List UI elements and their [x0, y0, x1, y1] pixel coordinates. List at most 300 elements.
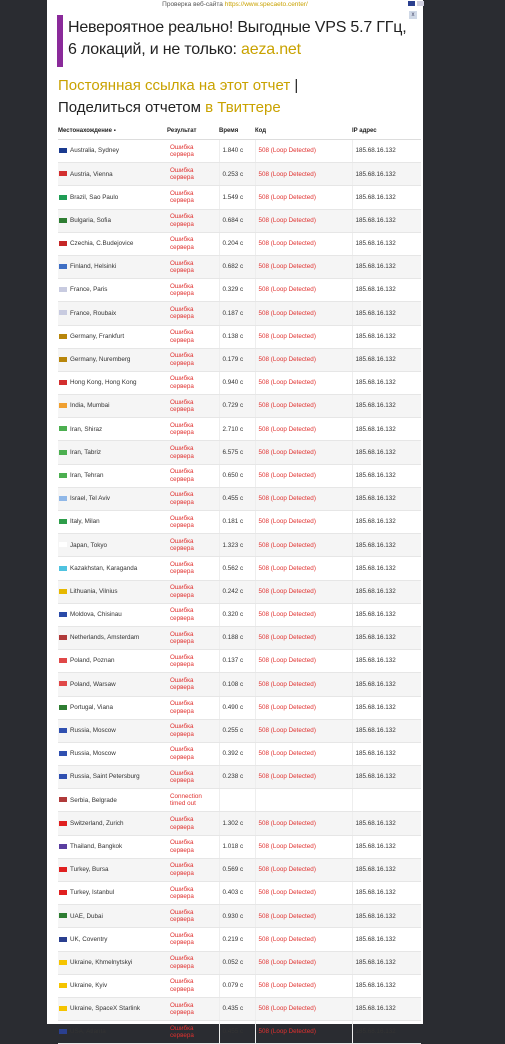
ip-cell: 185.68.16.132	[352, 140, 421, 163]
ip-cell: 185.68.16.132	[352, 1021, 421, 1044]
code-cell: 508 (Loop Detected)	[255, 812, 352, 835]
location-cell	[58, 626, 167, 649]
result-cell: Ошибка сервера	[167, 812, 219, 835]
ip-cell: 185.68.16.132	[352, 603, 421, 626]
permalink-separator: |	[290, 77, 299, 94]
time-cell: 0.079 с	[219, 974, 255, 997]
table-row	[58, 487, 421, 510]
time-cell: 1.549 с	[219, 186, 255, 209]
country-flag-icon	[59, 218, 67, 223]
country-flag-icon	[59, 241, 67, 246]
country-flag-icon	[59, 496, 67, 501]
result-cell: Ошибка сервера	[167, 487, 219, 510]
location-label: Netherlands, Amsterdam	[70, 634, 140, 642]
location-cell	[58, 511, 167, 534]
time-cell: 1.018 с	[219, 835, 255, 858]
ip-cell: 185.68.16.132	[352, 557, 421, 580]
location-label: USA, Atlanta	[70, 1028, 106, 1036]
location-label: Germany, Frankfurt	[70, 332, 125, 340]
header-code: Код	[255, 124, 352, 140]
time-cell: 1.323 с	[219, 534, 255, 557]
code-cell: 508 (Loop Detected)	[255, 511, 352, 534]
code-cell: 508 (Loop Detected)	[255, 626, 352, 649]
ip-cell: 185.68.16.132	[352, 232, 421, 255]
ip-cell: 185.68.16.132	[352, 997, 421, 1020]
location-label: Iran, Shiraz	[70, 425, 103, 433]
result-cell: Ошибка сервера	[167, 696, 219, 719]
ad-line-1: Невероятное реально! Выгодные VPS 5.7 ГГц,	[68, 19, 407, 36]
location-label: India, Mumbai	[70, 402, 110, 410]
time-cell: 0.242 с	[219, 580, 255, 603]
time-cell: 0.181 с	[219, 511, 255, 534]
table-row	[58, 997, 421, 1020]
code-cell: 508 (Loop Detected)	[255, 163, 352, 186]
time-cell: 0.179 с	[219, 348, 255, 371]
country-flag-icon	[59, 983, 67, 988]
country-flag-icon	[59, 403, 67, 408]
location-label: Poland, Poznan	[70, 657, 115, 665]
country-flag-icon	[59, 450, 67, 455]
time-cell	[219, 789, 255, 812]
country-flag-icon	[59, 334, 67, 339]
location-label: Serbia, Belgrade	[70, 796, 117, 804]
ip-cell: 185.68.16.132	[352, 673, 421, 696]
country-flag-icon	[59, 380, 67, 385]
country-flag-icon	[59, 589, 67, 594]
ip-cell: 185.68.16.132	[352, 395, 421, 418]
location-cell	[58, 395, 167, 418]
result-cell: Ошибка сервера	[167, 835, 219, 858]
result-cell: Ошибка сервера	[167, 557, 219, 580]
code-cell: 508 (Loop Detected)	[255, 951, 352, 974]
permalink-link[interactable]: Постоянная ссылка на этот отчет	[58, 77, 291, 94]
country-flag-icon	[59, 681, 67, 686]
country-flag-icon	[59, 171, 67, 176]
location-label: France, Roubaix	[70, 309, 117, 317]
location-cell	[58, 163, 167, 186]
code-cell: 508 (Loop Detected)	[255, 650, 352, 673]
location-label: Lithuania, Vilnius	[70, 587, 118, 595]
result-cell: Ошибка сервера	[167, 395, 219, 418]
result-cell: Ошибка сервера	[167, 140, 219, 163]
code-cell: 508 (Loop Detected)	[255, 487, 352, 510]
location-label: Australia, Sydney	[70, 147, 120, 155]
ip-cell: 185.68.16.132	[352, 812, 421, 835]
country-flag-icon	[59, 1006, 67, 1011]
result-cell: Ошибка сервера	[167, 858, 219, 881]
table-row	[58, 626, 421, 649]
ip-cell: 185.68.16.132	[352, 464, 421, 487]
table-row	[58, 232, 421, 255]
table-row	[58, 580, 421, 603]
location-cell	[58, 209, 167, 232]
country-flag-icon	[59, 357, 67, 362]
code-cell: 508 (Loop Detected)	[255, 464, 352, 487]
time-cell: 0.253 с	[219, 163, 255, 186]
time-cell: 0.930 с	[219, 905, 255, 928]
code-cell: 508 (Loop Detected)	[255, 209, 352, 232]
location-label: Russia, Saint Petersburg	[70, 773, 140, 781]
ip-cell: 185.68.16.132	[352, 511, 421, 534]
location-cell	[58, 673, 167, 696]
location-cell	[58, 557, 167, 580]
code-cell: 508 (Loop Detected)	[255, 858, 352, 881]
location-cell	[58, 534, 167, 557]
ip-cell: 185.68.16.132	[352, 882, 421, 905]
location-label: Poland, Warsaw	[70, 680, 116, 688]
code-cell: 508 (Loop Detected)	[255, 348, 352, 371]
table-row	[58, 882, 421, 905]
ip-cell: 185.68.16.132	[352, 626, 421, 649]
code-cell: 508 (Loop Detected)	[255, 696, 352, 719]
country-flag-icon	[59, 705, 67, 710]
code-cell: 508 (Loop Detected)	[255, 395, 352, 418]
table-row	[58, 696, 421, 719]
code-cell: 508 (Loop Detected)	[255, 673, 352, 696]
location-label: UAE, Dubai	[70, 912, 103, 920]
table-row	[58, 928, 421, 951]
ad-banner[interactable]	[57, 12, 417, 67]
ip-cell: 185.68.16.132	[352, 163, 421, 186]
country-flag-icon	[59, 1029, 67, 1034]
table-row	[58, 766, 421, 789]
table-row	[58, 719, 421, 742]
time-cell: 0.187 с	[219, 302, 255, 325]
time-cell: 0.392 с	[219, 742, 255, 765]
time-cell: 0.255 с	[219, 719, 255, 742]
time-cell: 1.302 с	[219, 812, 255, 835]
code-cell: 508 (Loop Detected)	[255, 974, 352, 997]
code-cell: 508 (Loop Detected)	[255, 371, 352, 394]
ad-line-2: 6 локаций, и не только: aeza.net	[68, 41, 301, 58]
country-flag-icon	[59, 937, 67, 942]
time-cell: 0.455 с	[219, 487, 255, 510]
result-cell: Ошибка сервера	[167, 186, 219, 209]
result-cell: Ошибка сервера	[167, 905, 219, 928]
table-row	[58, 418, 421, 441]
location-cell	[58, 441, 167, 464]
country-flag-icon	[59, 542, 67, 547]
ip-cell: 185.68.16.132	[352, 279, 421, 302]
time-cell: 0.569 с	[219, 858, 255, 881]
location-label: Russia, Moscow	[70, 727, 116, 735]
location-label: Moldova, Chisinau	[70, 611, 122, 619]
code-cell: 508 (Loop Detected)	[255, 279, 352, 302]
time-cell: 0.940 с	[219, 371, 255, 394]
ad-close-icon[interactable]: x	[409, 11, 417, 19]
location-label: Russia, Moscow	[70, 750, 116, 758]
ad-link[interactable]: aeza.net	[241, 41, 301, 58]
result-cell: Ошибка сервера	[167, 673, 219, 696]
time-cell: 0.138 с	[219, 325, 255, 348]
country-flag-icon	[59, 287, 67, 292]
top-bar	[47, 0, 423, 9]
time-cell: 6.575 с	[219, 441, 255, 464]
code-cell	[255, 789, 352, 812]
table-row	[58, 835, 421, 858]
location-cell	[58, 974, 167, 997]
location-cell	[58, 905, 167, 928]
table-row	[58, 464, 421, 487]
ip-cell: 185.68.16.132	[352, 209, 421, 232]
location-cell	[58, 951, 167, 974]
result-cell: Ошибка сервера	[167, 580, 219, 603]
time-cell: 0.137 с	[219, 650, 255, 673]
time-cell: 2.710 с	[219, 418, 255, 441]
top-bar-title: Проверка веб-сайта	[162, 1, 223, 8]
code-cell: 508 (Loop Detected)	[255, 882, 352, 905]
result-cell: Ошибка сервера	[167, 511, 219, 534]
code-cell: 508 (Loop Detected)	[255, 835, 352, 858]
location-label: Turkey, Bursa	[70, 866, 109, 874]
time-cell: 0.562 с	[219, 557, 255, 580]
ip-cell: 185.68.16.132	[352, 325, 421, 348]
country-flag-icon	[59, 658, 67, 663]
table-row	[58, 905, 421, 928]
code-cell: 508 (Loop Detected)	[255, 534, 352, 557]
location-label: Italy, Milan	[70, 518, 100, 526]
time-cell: 0.188 с	[219, 626, 255, 649]
location-cell	[58, 418, 167, 441]
code-cell: 508 (Loop Detected)	[255, 186, 352, 209]
ip-cell: 185.68.16.132	[352, 487, 421, 510]
time-cell: 0.435 с	[219, 997, 255, 1020]
result-cell: Ошибка сервера	[167, 209, 219, 232]
location-cell	[58, 348, 167, 371]
code-cell: 508 (Loop Detected)	[255, 557, 352, 580]
country-flag-icon	[59, 844, 67, 849]
time-cell: 0.238 с	[219, 766, 255, 789]
table-row	[58, 255, 421, 278]
location-label: Turkey, Istanbul	[70, 889, 115, 897]
ip-cell: 185.68.16.132	[352, 302, 421, 325]
result-cell: Ошибка сервера	[167, 325, 219, 348]
table-row	[58, 186, 421, 209]
table-row	[58, 742, 421, 765]
ip-cell: 185.68.16.132	[352, 650, 421, 673]
time-cell: 0.320 с	[219, 603, 255, 626]
location-cell	[58, 766, 167, 789]
result-cell: Ошибка сервера	[167, 742, 219, 765]
location-cell	[58, 255, 167, 278]
location-label: Czechia, C.Budejovice	[70, 240, 134, 248]
location-cell	[58, 603, 167, 626]
location-cell	[58, 858, 167, 881]
location-label: Kazakhstan, Karaganda	[70, 564, 138, 572]
result-cell: Ошибка сервера	[167, 464, 219, 487]
table-row	[58, 511, 421, 534]
country-flag-icon	[59, 519, 67, 524]
code-cell: 508 (Loop Detected)	[255, 441, 352, 464]
location-label: Finland, Helsinki	[70, 263, 117, 271]
ip-cell: 185.68.16.132	[352, 858, 421, 881]
table-row	[58, 650, 421, 673]
location-label: Iran, Tabriz	[70, 448, 102, 456]
ip-cell: 185.68.16.132	[352, 255, 421, 278]
country-flag-icon	[59, 751, 67, 756]
header-time: Время	[219, 124, 255, 140]
country-flag-icon	[59, 426, 67, 431]
location-cell	[58, 812, 167, 835]
header-result: Результат	[167, 124, 219, 140]
result-cell: Ошибка сервера	[167, 928, 219, 951]
country-flag-icon	[59, 473, 67, 478]
table-row	[58, 395, 421, 418]
ip-cell: 185.68.16.132	[352, 441, 421, 464]
result-cell: Ошибка сервера	[167, 766, 219, 789]
time-cell: 0.052 с	[219, 951, 255, 974]
location-label: Israel, Tel Aviv	[70, 495, 111, 503]
code-cell: 508 (Loop Detected)	[255, 255, 352, 278]
result-cell: Ошибка сервера	[167, 232, 219, 255]
country-flag-icon	[59, 890, 67, 895]
code-cell: 508 (Loop Detected)	[255, 1021, 352, 1044]
country-flag-icon	[59, 797, 67, 802]
header-location[interactable]: Местонахождение ▪	[58, 124, 167, 140]
code-cell: 508 (Loop Detected)	[255, 603, 352, 626]
ip-cell: 185.68.16.132	[352, 696, 421, 719]
result-cell: Ошибка сервера	[167, 882, 219, 905]
location-label: Germany, Nuremberg	[70, 356, 131, 364]
time-cell: 0.650 с	[219, 464, 255, 487]
result-cell: Ошибка сервера	[167, 255, 219, 278]
ip-cell: 185.68.16.132	[352, 951, 421, 974]
table-row	[58, 279, 421, 302]
result-cell: Ошибка сервера	[167, 719, 219, 742]
location-cell	[58, 325, 167, 348]
ip-cell: 185.68.16.132	[352, 835, 421, 858]
result-cell: Ошибка сервера	[167, 626, 219, 649]
location-label: Iran, Tehran	[70, 471, 104, 479]
table-row	[58, 140, 421, 163]
result-cell: Ошибка сервера	[167, 441, 219, 464]
location-label: Brazil, Sao Paulo	[70, 193, 119, 201]
code-cell: 508 (Loop Detected)	[255, 580, 352, 603]
code-cell: 508 (Loop Detected)	[255, 997, 352, 1020]
permalink-block	[58, 75, 423, 119]
table-row	[58, 441, 421, 464]
table-row	[58, 812, 421, 835]
table-row	[58, 603, 421, 626]
location-label: Ukraine, Khmelnytskyi	[70, 958, 133, 966]
country-flag-icon	[59, 566, 67, 571]
location-cell	[58, 140, 167, 163]
result-cell: Ошибка сервера	[167, 997, 219, 1020]
ip-cell: 185.68.16.132	[352, 974, 421, 997]
time-cell: 1.840 с	[219, 140, 255, 163]
ip-cell	[352, 789, 421, 812]
table-row	[58, 302, 421, 325]
table-row	[58, 974, 421, 997]
result-cell: Ошибка сервера	[167, 534, 219, 557]
location-cell	[58, 835, 167, 858]
country-flag-icon	[59, 310, 67, 315]
ip-cell: 185.68.16.132	[352, 766, 421, 789]
location-label: Austria, Vienna	[70, 170, 113, 178]
code-cell: 508 (Loop Detected)	[255, 232, 352, 255]
location-label: Japan, Tokyo	[70, 541, 107, 549]
time-cell: 0.108 с	[219, 673, 255, 696]
result-cell: Ошибка сервера	[167, 650, 219, 673]
location-cell	[58, 186, 167, 209]
code-cell: 508 (Loop Detected)	[255, 928, 352, 951]
time-cell: 0.219 с	[219, 928, 255, 951]
time-cell: 0.729 с	[219, 395, 255, 418]
table-row	[58, 209, 421, 232]
ip-cell: 185.68.16.132	[352, 348, 421, 371]
results-table	[58, 124, 421, 1044]
table-row	[58, 951, 421, 974]
location-label: Bulgaria, Sofia	[70, 216, 111, 224]
location-cell	[58, 580, 167, 603]
location-cell	[58, 882, 167, 905]
code-cell: 508 (Loop Detected)	[255, 766, 352, 789]
location-label: Switzerland, Zurich	[70, 819, 124, 827]
location-cell	[58, 279, 167, 302]
location-label: Portugal, Viana	[70, 703, 113, 711]
result-cell: Ошибка сервера	[167, 951, 219, 974]
table-row	[58, 557, 421, 580]
language-flags[interactable]	[408, 1, 424, 6]
location-label: Hong Kong, Hong Kong	[70, 379, 137, 387]
table-row	[58, 534, 421, 557]
time-cell: 0.204 с	[219, 232, 255, 255]
location-label: Ukraine, Kyiv	[70, 982, 108, 990]
result-cell: Ошибка сервера	[167, 348, 219, 371]
twitter-share-link[interactable]: в Твиттере	[205, 99, 281, 116]
country-flag-icon	[59, 913, 67, 918]
code-cell: 508 (Loop Detected)	[255, 905, 352, 928]
result-cell: Ошибка сервера	[167, 603, 219, 626]
result-cell: Connection timed out	[167, 789, 219, 812]
table-row	[58, 163, 421, 186]
location-cell	[58, 487, 167, 510]
ip-cell: 185.68.16.132	[352, 742, 421, 765]
ip-cell: 185.68.16.132	[352, 186, 421, 209]
english-flag-icon[interactable]	[408, 1, 415, 6]
location-cell	[58, 650, 167, 673]
ip-cell: 185.68.16.132	[352, 418, 421, 441]
country-flag-icon	[59, 195, 67, 200]
table-row	[58, 1021, 421, 1044]
time-cell: 0.682 с	[219, 255, 255, 278]
result-cell: Ошибка сервера	[167, 974, 219, 997]
location-label: Thailand, Bangkok	[70, 842, 123, 850]
code-cell: 508 (Loop Detected)	[255, 418, 352, 441]
code-cell: 508 (Loop Detected)	[255, 325, 352, 348]
location-cell	[58, 789, 167, 812]
russian-flag-icon[interactable]	[417, 1, 424, 6]
code-cell: 508 (Loop Detected)	[255, 719, 352, 742]
location-cell	[58, 464, 167, 487]
location-label: France, Paris	[70, 286, 108, 294]
ip-cell: 185.68.16.132	[352, 371, 421, 394]
time-cell: 0.684 с	[219, 209, 255, 232]
ip-cell: 185.68.16.132	[352, 580, 421, 603]
result-cell: Ошибка сервера	[167, 302, 219, 325]
country-flag-icon	[59, 867, 67, 872]
header-ip: IP адрес	[352, 124, 421, 140]
country-flag-icon	[59, 960, 67, 965]
table-row	[58, 325, 421, 348]
country-flag-icon	[59, 148, 67, 153]
location-label: UK, Coventry	[70, 935, 108, 943]
top-bar-link[interactable]: https://www.specaeto.center/	[224, 1, 308, 8]
result-cell: Ошибка сервера	[167, 279, 219, 302]
location-cell	[58, 719, 167, 742]
table-row	[58, 858, 421, 881]
time-cell: 0.329 с	[219, 279, 255, 302]
